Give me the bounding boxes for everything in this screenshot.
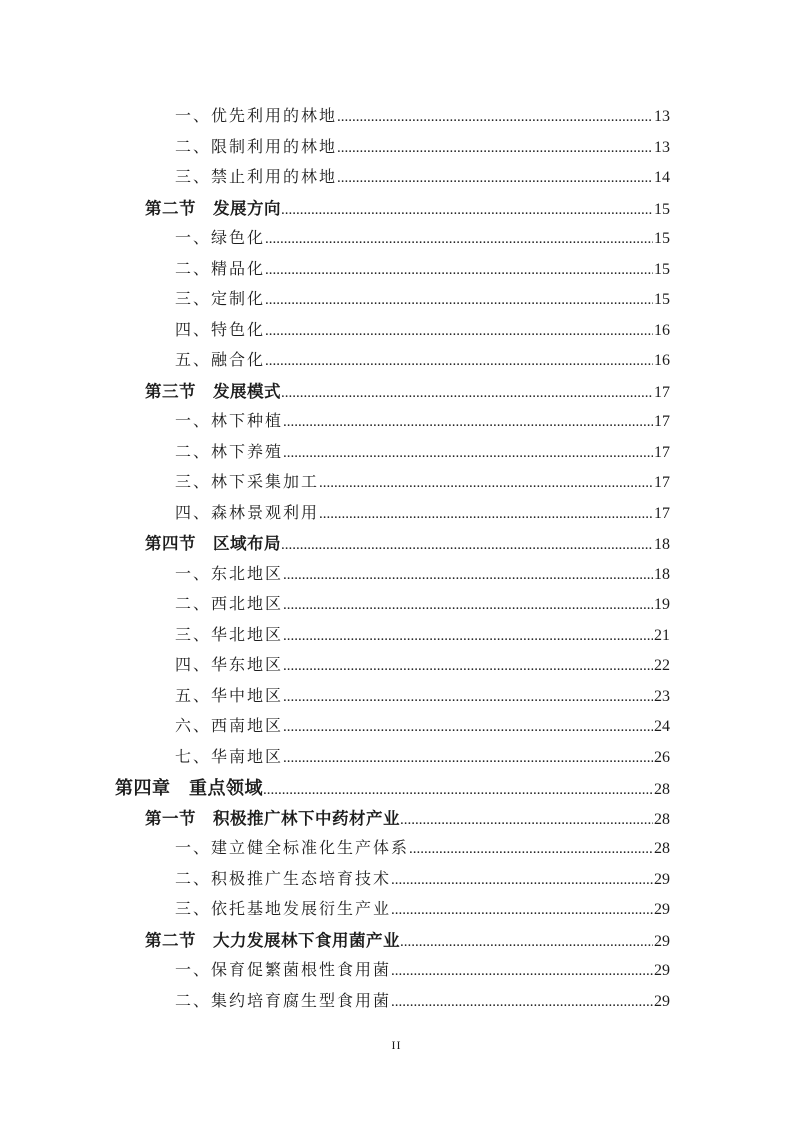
toc-entry-label: 四、华东地区 <box>175 657 284 674</box>
toc-entry-page-number: 17 <box>654 383 670 401</box>
toc-entry[interactable] <box>115 134 670 165</box>
toc-entry-label: 二、西北地区 <box>175 596 284 613</box>
dot-leader <box>283 658 653 675</box>
dot-leader <box>283 445 653 462</box>
toc-entry-label: 第二节 发展方向 <box>145 199 281 218</box>
toc-entry-label: 三、林下采集加工 <box>175 474 320 491</box>
dot-leader <box>263 782 653 799</box>
toc-entry-label: 二、精品化 <box>175 260 266 278</box>
toc-entry-page-number: 22 <box>654 657 670 674</box>
toc-entry-page-number: 21 <box>654 626 670 644</box>
toc-entry[interactable] <box>115 927 670 958</box>
toc-entry[interactable] <box>115 256 670 287</box>
dot-leader <box>283 750 653 767</box>
toc-entry[interactable] <box>115 713 670 744</box>
toc-entry-page-number: 17 <box>654 443 670 461</box>
toc-entry[interactable] <box>115 469 670 500</box>
dot-leader <box>283 719 653 736</box>
dot-leader <box>391 994 653 1011</box>
dot-leader <box>283 689 653 706</box>
toc-entry-label: 第四节 区域布局 <box>145 535 281 553</box>
dot-leader <box>283 414 653 431</box>
toc-entry-page-number: 13 <box>654 108 670 125</box>
toc-entry-label: 一、东北地区 <box>175 565 284 583</box>
dot-leader <box>337 170 653 187</box>
toc-entry[interactable] <box>115 561 670 592</box>
dot-leader <box>283 628 653 645</box>
toc-entry-label: 六、西南地区 <box>175 718 284 735</box>
toc-entry-page-number: 29 <box>654 992 670 1010</box>
dot-leader <box>283 567 653 584</box>
toc-entry[interactable] <box>115 347 670 378</box>
toc-entry-page-number: 17 <box>654 504 670 522</box>
dot-leader <box>391 963 653 980</box>
toc-entry[interactable] <box>115 988 670 1019</box>
toc-entry-page-number: 23 <box>654 687 670 705</box>
toc-entry-page-number: 15 <box>654 230 670 247</box>
dot-leader <box>400 812 653 829</box>
dot-leader <box>391 872 653 889</box>
toc-entry-label: 四、特色化 <box>175 321 266 339</box>
toc-entry[interactable] <box>115 744 670 775</box>
dot-leader <box>319 506 653 523</box>
toc-entry[interactable] <box>115 225 670 256</box>
toc-entry-label: 第一节 积极推广林下中药材产业 <box>145 809 400 828</box>
toc-entry[interactable] <box>115 408 670 439</box>
toc-entry[interactable] <box>115 683 670 714</box>
dot-leader <box>265 323 653 340</box>
toc-entry-page-number: 16 <box>654 352 670 369</box>
dot-leader <box>283 597 653 614</box>
toc-entry[interactable] <box>115 439 670 470</box>
toc-entry-page-number: 29 <box>654 962 670 979</box>
toc-entry[interactable] <box>115 378 670 409</box>
toc-list <box>115 103 670 1018</box>
dot-leader <box>265 353 653 370</box>
toc-entry-page-number: 18 <box>654 565 670 583</box>
toc-entry-page-number: 18 <box>654 536 670 553</box>
dot-leader <box>337 109 653 126</box>
dot-leader <box>265 262 653 279</box>
toc-entry-page-number: 29 <box>654 932 670 950</box>
toc-entry-page-number: 17 <box>654 413 670 430</box>
toc-entry-page-number: 29 <box>654 901 670 918</box>
toc-entry-label: 一、绿色化 <box>175 230 266 247</box>
toc-entry[interactable] <box>115 103 670 134</box>
dot-leader <box>281 202 653 219</box>
toc-entry[interactable] <box>115 164 670 195</box>
toc-entry-label: 一、优先利用的林地 <box>175 108 338 125</box>
toc-entry[interactable] <box>115 866 670 897</box>
toc-entry-page-number: 24 <box>654 718 670 735</box>
dot-leader <box>265 231 653 248</box>
toc-entry[interactable] <box>115 835 670 866</box>
toc-entry[interactable] <box>115 500 670 531</box>
toc-entry[interactable] <box>115 957 670 988</box>
toc-entry-label: 三、依托基地发展衍生产业 <box>175 901 392 918</box>
toc-entry-page-number: 29 <box>654 870 670 888</box>
toc-entry[interactable] <box>115 774 670 805</box>
toc-entry-label: 四、森林景观利用 <box>175 504 320 522</box>
toc-entry-page-number: 19 <box>654 596 670 613</box>
toc-entry-label: 三、华北地区 <box>175 626 284 644</box>
dot-leader <box>281 385 653 402</box>
toc-entry-page-number: 26 <box>654 748 670 766</box>
toc-entry-page-number: 15 <box>654 260 670 278</box>
toc-entry[interactable] <box>115 195 670 226</box>
toc-entry-label: 一、建立健全标准化生产体系 <box>175 840 410 857</box>
toc-entry-page-number: 13 <box>654 138 670 156</box>
dot-leader <box>265 292 653 309</box>
toc-entry-label: 二、集约培育腐生型食用菌 <box>175 992 392 1010</box>
dot-leader <box>400 934 653 951</box>
toc-entry-label: 二、限制利用的林地 <box>175 138 338 156</box>
toc-entry-page-number: 16 <box>654 321 670 339</box>
toc-entry-label: 三、定制化 <box>175 291 266 308</box>
page-number-footer: II <box>391 1038 402 1052</box>
toc-entry[interactable] <box>115 805 670 836</box>
toc-entry-label: 五、融合化 <box>175 352 266 369</box>
toc-entry-label: 第二节 大力发展林下食用菌产业 <box>145 931 400 950</box>
dot-leader <box>409 841 653 858</box>
toc-entry-page-number: 28 <box>654 810 670 828</box>
toc-entry[interactable] <box>115 286 670 317</box>
toc-entry[interactable] <box>115 652 670 683</box>
toc-entry-label: 二、林下养殖 <box>175 443 284 461</box>
toc-entry[interactable] <box>115 896 670 927</box>
dot-leader <box>337 140 653 157</box>
toc-entry-page-number: 28 <box>654 840 670 857</box>
toc-entry-label: 二、积极推广生态培育技术 <box>175 870 392 888</box>
toc-entry[interactable] <box>115 317 670 348</box>
toc-entry-label: 一、保育促繁菌根性食用菌 <box>175 962 392 979</box>
toc-entry-label: 七、华南地区 <box>175 748 284 766</box>
toc-entry-label: 第四章 重点领域 <box>115 778 263 798</box>
toc-entry-label: 第三节 发展模式 <box>145 382 281 401</box>
toc-entry-label: 五、华中地区 <box>175 687 284 705</box>
toc-entry-label: 三、禁止利用的林地 <box>175 169 338 186</box>
toc-entry[interactable] <box>115 591 670 622</box>
toc-entry-page-number: 17 <box>654 474 670 491</box>
dot-leader <box>319 475 653 492</box>
toc-entry[interactable] <box>115 530 670 561</box>
dot-leader <box>391 902 653 919</box>
toc-entry-label: 一、林下种植 <box>175 413 284 430</box>
toc-entry-page-number: 14 <box>654 169 670 186</box>
toc-entry-page-number: 15 <box>654 200 670 218</box>
toc-entry-page-number: 28 <box>654 781 670 798</box>
toc-entry[interactable] <box>115 622 670 653</box>
dot-leader <box>281 537 653 554</box>
toc-entry-page-number: 15 <box>654 291 670 308</box>
